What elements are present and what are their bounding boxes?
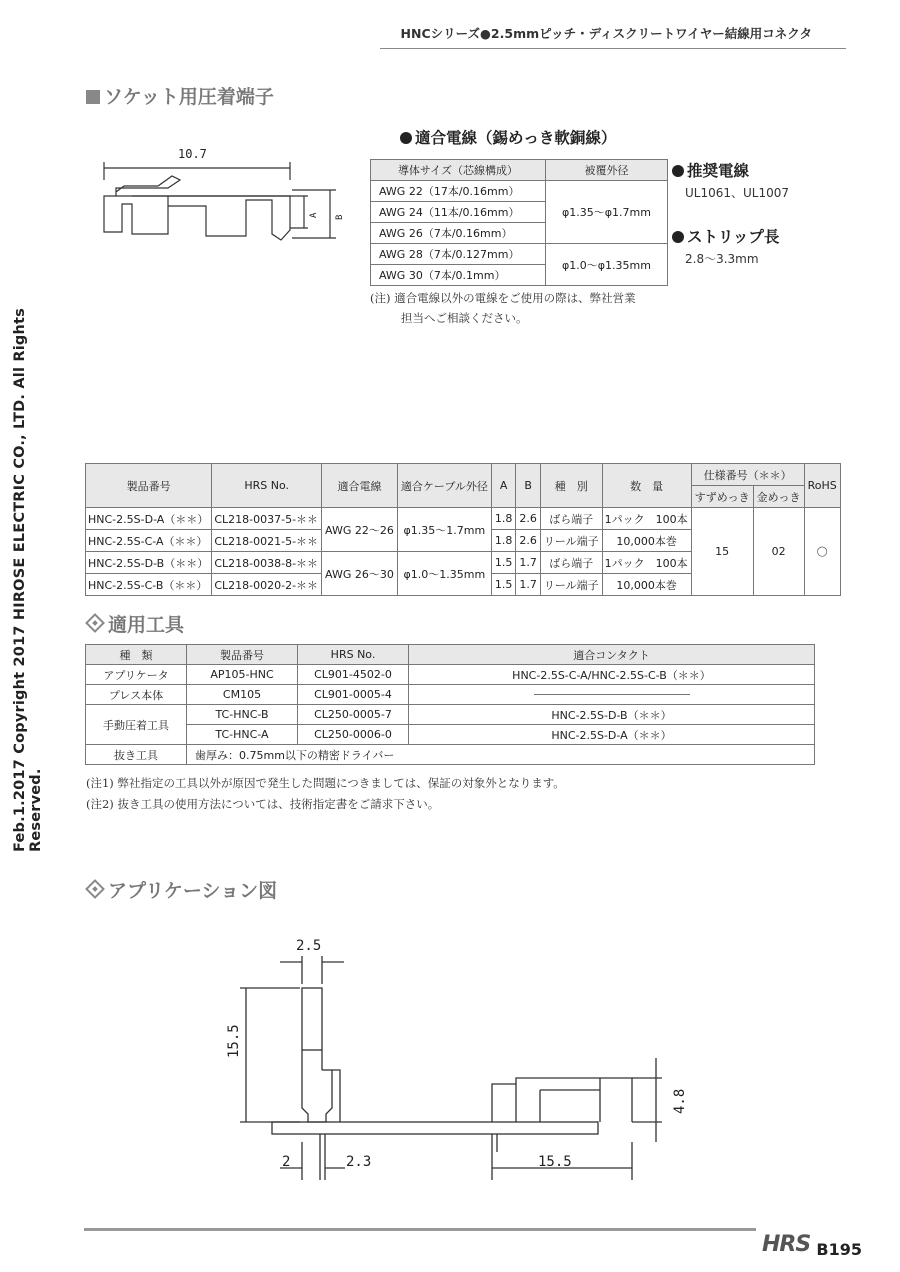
terminal-drawing <box>96 140 366 250</box>
wire-heading-text: 適合電線（錫めっき軟銅線） <box>415 129 617 147</box>
prod-type: リール端子 <box>540 530 602 552</box>
tool-part: TC-HNC-A <box>187 725 298 745</box>
tool-hrs: CL250-0006-0 <box>298 725 409 745</box>
tool-header-contact: 適合コンタクト <box>409 645 815 665</box>
bullet-icon <box>400 132 412 144</box>
dim-offset-right: 2.3 <box>346 1154 372 1170</box>
footer-rule <box>84 1228 756 1231</box>
section-title-terminal <box>86 82 274 109</box>
prod-part: HNC-2.5S-C-B（＊＊） <box>86 574 212 596</box>
prod-od-2: φ1.0～1.35mm <box>397 552 491 596</box>
header-title: HNCシリーズ●2.5mmピッチ・ディスクリートワイヤー結線用コネクタ <box>400 26 812 41</box>
tool-hrs: CL901-0005-4 <box>298 685 409 705</box>
recommended-heading <box>672 159 749 181</box>
prod-qty: 10,000本巻 <box>602 574 691 596</box>
wire-heading <box>400 126 616 148</box>
section-title-application <box>86 876 277 903</box>
diamond-icon <box>85 879 105 899</box>
tool-header-kind: 種 類 <box>86 645 187 665</box>
prod-type: リール端子 <box>540 574 602 596</box>
prod-type: ばら端子 <box>540 552 602 574</box>
table-row <box>86 725 815 745</box>
recommended-heading-text: 推奨電線 <box>687 162 750 180</box>
dim-offset-left: 2 <box>282 1154 291 1170</box>
prod-od-1: φ1.35～1.7mm <box>397 508 491 552</box>
prod-b: 1.7 <box>516 574 541 596</box>
dim-length: 15.5 <box>538 1154 572 1170</box>
section-title-text: アプリケーション図 <box>108 880 278 902</box>
square-icon <box>86 90 100 104</box>
prod-qty: 1パック 100本 <box>602 508 691 530</box>
tool-hrs: CL901-4502-0 <box>298 665 409 685</box>
tool-kind: アプリケータ <box>86 665 187 685</box>
strip-heading <box>672 225 779 247</box>
prod-hrs: CL218-0021-5-＊＊ <box>212 530 322 552</box>
tool-kind: 手動圧着工具 <box>86 705 187 745</box>
tool-contact-empty <box>409 685 815 705</box>
side-copyright: Feb.1.2017 Copyright 2017 HIROSE ELECTRIC CO., LTD. All Rights Reserved. <box>12 308 44 852</box>
wire-row: AWG 28（7本/0.127mm） <box>371 244 546 265</box>
table-row <box>86 685 815 705</box>
prod-hrs: CL218-0038-8-＊＊ <box>212 552 322 574</box>
wire-row: AWG 24（11本/0.16mm） <box>371 202 546 223</box>
prod-qty: 10,000本巻 <box>602 530 691 552</box>
prod-b: 2.6 <box>516 508 541 530</box>
wire-od-1: φ1.35～φ1.7mm <box>546 181 668 244</box>
prod-qty: 1パック 100本 <box>602 552 691 574</box>
bullet-icon <box>672 165 684 177</box>
wire-header-conductor: 導体サイズ（芯線構成） <box>371 160 546 181</box>
tool-hrs: CL250-0005-7 <box>298 705 409 725</box>
product-table <box>85 463 841 596</box>
prod-header-part: 製品番号 <box>86 464 212 508</box>
prod-a: 1.5 <box>491 574 516 596</box>
bullet-icon <box>672 231 684 243</box>
table-row <box>86 665 815 685</box>
wire-note-1: (注) 適合電線以外の電線をご使用の際は、弊社営業 <box>370 291 636 305</box>
prod-header-b: B <box>516 464 541 508</box>
prod-header-hrs: HRS No. <box>212 464 322 508</box>
prod-header-a: A <box>491 464 516 508</box>
prod-gold: 02 <box>753 508 804 596</box>
tool-part: CM105 <box>187 685 298 705</box>
prod-part: HNC-2.5S-C-A（＊＊） <box>86 530 212 552</box>
prod-a: 1.8 <box>491 508 516 530</box>
tool-contact: HNC-2.5S-C-A/HNC-2.5S-C-B（＊＊） <box>409 665 815 685</box>
tool-desc: 歯厚み：0.75mm以下の精密ドライバー <box>187 745 815 765</box>
prod-header-spec: 仕様番号（＊＊） <box>691 464 804 486</box>
prod-header-tin: すずめっき <box>691 486 753 508</box>
wire-row: AWG 22（17本/0.16mm） <box>371 181 546 202</box>
prod-hrs: CL218-0020-2-＊＊ <box>212 574 322 596</box>
wire-table <box>370 159 668 286</box>
prod-rohs: ○ <box>804 508 840 596</box>
table-row <box>86 508 841 530</box>
wire-od-2: φ1.0～φ1.35mm <box>546 244 668 286</box>
dim-height: 15.5 <box>226 1024 242 1058</box>
wire-row: AWG 30（7本/0.1mm） <box>371 265 546 286</box>
diamond-icon <box>85 613 105 633</box>
table-row <box>86 705 815 725</box>
recommended-value: UL1061、UL1007 <box>685 186 790 200</box>
wire-note-2: 担当へご相談ください。 <box>401 311 528 325</box>
wire-row: AWG 26（7本/0.16mm） <box>371 223 546 244</box>
tool-kind: プレス本体 <box>86 685 187 705</box>
prod-header-wire: 適合電線 <box>322 464 398 508</box>
prod-a: 1.8 <box>491 530 516 552</box>
prod-part: HNC-2.5S-D-A（＊＊） <box>86 508 212 530</box>
tool-contact: HNC-2.5S-D-A（＊＊） <box>409 725 815 745</box>
prod-type: ばら端子 <box>540 508 602 530</box>
prod-b: 2.6 <box>516 530 541 552</box>
tool-part: TC-HNC-B <box>187 705 298 725</box>
dim-a: A <box>309 212 319 218</box>
wire-header-od: 被覆外径 <box>546 160 668 181</box>
application-drawing <box>200 928 700 1188</box>
tool-header-part: 製品番号 <box>187 645 298 665</box>
dim-pitch: 2.5 <box>296 938 322 954</box>
dim-side-height: 4.8 <box>672 1088 688 1114</box>
prod-header-od: 適合ケーブル外径 <box>397 464 491 508</box>
tool-table <box>85 644 815 765</box>
dim-length: 10.7 <box>178 147 207 161</box>
prod-header-gold: 金めっき <box>753 486 804 508</box>
section-title-tools <box>86 610 184 637</box>
prod-header-qty: 数 量 <box>602 464 691 508</box>
tool-part: AP105-HNC <box>187 665 298 685</box>
prod-header-type: 種 別 <box>540 464 602 508</box>
prod-wire-1: AWG 22～26 <box>322 508 398 552</box>
prod-header-rohs: RoHS <box>804 464 840 508</box>
dim-b: B <box>335 214 345 220</box>
section-title-text: ソケット用圧着端子 <box>104 86 274 108</box>
prod-tin: 15 <box>691 508 753 596</box>
prod-part: HNC-2.5S-D-B（＊＊） <box>86 552 212 574</box>
strip-value: 2.8～3.3mm <box>685 252 759 266</box>
prod-wire-2: AWG 26～30 <box>322 552 398 596</box>
strip-heading-text: ストリップ長 <box>687 228 780 246</box>
table-row <box>86 745 815 765</box>
tool-note-1: (注1) 弊社指定の工具以外が原因で発生した問題につきましては、保証の対象外となります。 <box>86 776 565 790</box>
prod-a: 1.5 <box>491 552 516 574</box>
prod-hrs: CL218-0037-5-＊＊ <box>212 508 322 530</box>
tool-note-2: (注2) 抜き工具の使用方法については、技術指定書をご請求下さい。 <box>86 797 440 811</box>
section-title-text: 適用工具 <box>108 614 185 636</box>
hrs-logo: HRS <box>762 1232 811 1257</box>
tool-header-hrs: HRS No. <box>298 645 409 665</box>
page-number: B195 <box>816 1240 862 1259</box>
tool-contact: HNC-2.5S-D-B（＊＊） <box>409 705 815 725</box>
tool-kind: 抜き工具 <box>86 745 187 765</box>
prod-b: 1.7 <box>516 552 541 574</box>
header-rule <box>380 48 846 49</box>
